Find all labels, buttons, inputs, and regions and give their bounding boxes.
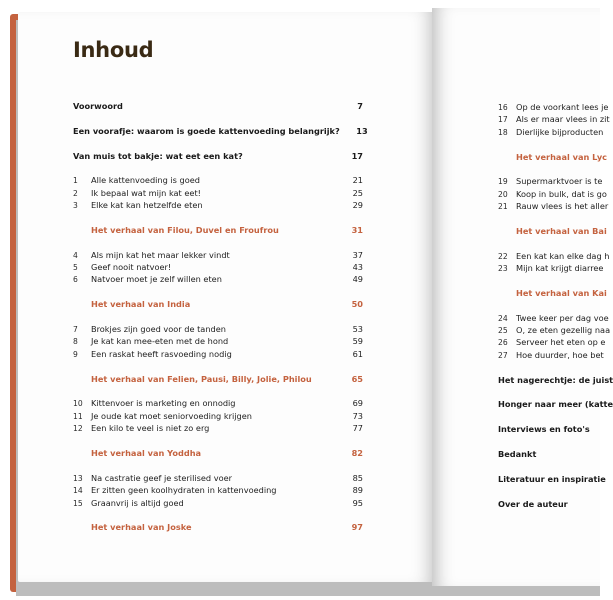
toc-heading-entry bbox=[498, 448, 608, 460]
toc-entry-title: Als er maar vlees in zit bbox=[516, 114, 610, 125]
toc-chapter-number: 19 bbox=[498, 177, 508, 187]
toc-story-entry bbox=[73, 521, 363, 533]
toc-page-number: 43 bbox=[352, 262, 363, 273]
toc-heading-entry bbox=[498, 498, 608, 510]
toc-chapter-number: 2 bbox=[73, 188, 78, 198]
toc-entry-title: Interviews en foto's bbox=[498, 424, 590, 435]
toc-chapter-entry bbox=[73, 472, 363, 484]
toc-story-entry bbox=[498, 151, 608, 163]
toc-spacer bbox=[73, 236, 363, 248]
toc-entry-title: Alle kattenvoeding is goed bbox=[91, 175, 200, 186]
toc-entry-title: Over de auteur bbox=[498, 498, 568, 509]
toc-chapter-number: 14 bbox=[73, 486, 83, 496]
toc-entry-title: Ik bepaal wat mijn kat eet! bbox=[91, 187, 201, 198]
toc-entry-title: Een kilo te veel is niet zo erg bbox=[91, 423, 210, 434]
toc-chapter-number: 6 bbox=[73, 275, 78, 285]
toc-chapter-entry bbox=[73, 484, 363, 496]
toc-entry-title: O, ze eten gezellig naa bbox=[516, 325, 611, 336]
toc-entry-title: Natvoer moet je zelf willen eten bbox=[91, 274, 222, 285]
toc-chapter-entry bbox=[73, 174, 363, 186]
toc-chapter-number: 7 bbox=[73, 325, 78, 335]
toc-page-number: 73 bbox=[352, 410, 363, 421]
toc-entry-title: Het verhaal van Yoddha bbox=[91, 447, 202, 458]
toc-chapter-entry bbox=[73, 497, 363, 509]
toc-chapter-entry bbox=[73, 249, 363, 261]
toc-entry-title: Het verhaal van Felien, Pausi, Billy, Jolie, Philou bbox=[91, 373, 312, 384]
toc-spacer bbox=[498, 299, 608, 311]
toc-story-entry bbox=[498, 225, 608, 237]
toc-chapter-number: 21 bbox=[498, 202, 508, 212]
toc-entry-title: Dierlijke bijproducten bbox=[516, 126, 604, 137]
toc-entry-title: Het nagerechtje: de juist bbox=[498, 374, 613, 385]
toc-page-number: 21 bbox=[352, 175, 363, 186]
toc-spacer bbox=[498, 213, 608, 225]
toc-chapter-entry bbox=[73, 335, 363, 347]
toc-story-entry bbox=[73, 447, 363, 459]
page-title: Inhoud bbox=[73, 38, 154, 62]
toc-chapter-entry bbox=[498, 101, 608, 113]
toc-entry-title: Als mijn kat het maar lekker vindt bbox=[91, 249, 230, 260]
toc-spacer bbox=[498, 274, 608, 286]
toc-page-number: 29 bbox=[352, 200, 363, 211]
toc-chapter-number: 9 bbox=[73, 349, 78, 359]
toc-page-number: 59 bbox=[352, 336, 363, 347]
toc-chapter-entry bbox=[73, 323, 363, 335]
toc-heading-entry bbox=[498, 473, 608, 485]
toc-page-number: 95 bbox=[352, 497, 363, 508]
toc-entry-title: Supermarktvoer is te bbox=[516, 176, 603, 187]
toc-heading-entry bbox=[73, 125, 368, 137]
toc-story-entry bbox=[498, 287, 608, 299]
toc-chapter-entry bbox=[73, 410, 363, 422]
toc-spacer bbox=[498, 436, 608, 448]
toc-spacer bbox=[73, 112, 363, 124]
toc-entry-title: Het verhaal van Kai bbox=[516, 287, 607, 298]
toc-entry-title: Van muis tot bakje: wat eet een kat? bbox=[73, 150, 243, 161]
toc-chapter-number: 20 bbox=[498, 189, 508, 199]
toc-chapter-number: 1 bbox=[73, 176, 78, 186]
toc-chapter-number: 5 bbox=[73, 263, 78, 273]
toc-spacer bbox=[73, 212, 363, 224]
toc-page-number: 85 bbox=[352, 472, 363, 483]
toc-entry-title: Graanvrij is altijd goed bbox=[91, 497, 184, 508]
toc-chapter-number: 22 bbox=[498, 251, 508, 261]
toc-entry-title: Het verhaal van India bbox=[91, 299, 191, 310]
toc-heading-entry bbox=[498, 423, 608, 435]
toc-chapter-entry bbox=[498, 324, 611, 336]
toc-right-column bbox=[498, 101, 613, 510]
toc-chapter-number: 16 bbox=[498, 103, 508, 112]
toc-entry-title: Brokjes zijn goed voor de tanden bbox=[91, 324, 226, 335]
toc-entry-title: Er zitten geen koolhydraten in kattenvoeding bbox=[91, 485, 277, 496]
toc-entry-title: Mijn kat krijgt diarree bbox=[516, 263, 604, 274]
toc-spacer bbox=[73, 459, 363, 471]
toc-chapter-entry bbox=[498, 126, 608, 138]
toc-chapter-entry bbox=[498, 188, 608, 200]
toc-page-number: 50 bbox=[351, 299, 363, 310]
toc-heading-entry bbox=[498, 398, 613, 410]
toc-chapter-number: 18 bbox=[498, 127, 508, 137]
toc-entry-title: Het verhaal van Lyc bbox=[516, 151, 608, 162]
toc-page-number: 97 bbox=[351, 522, 363, 533]
toc-chapter-entry bbox=[73, 199, 363, 211]
toc-story-entry bbox=[73, 298, 363, 310]
toc-chapter-entry bbox=[73, 187, 363, 199]
toc-spacer bbox=[498, 485, 608, 497]
toc-chapter-entry bbox=[73, 397, 363, 409]
toc-entry-title: Na castratie geef je sterilised voer bbox=[91, 472, 232, 483]
toc-entry-title: Bedankt bbox=[498, 448, 537, 459]
toc-spacer bbox=[498, 460, 608, 472]
toc-entry-title: Voorwoord bbox=[73, 101, 123, 111]
toc-entry-title: Hoe duurder, hoe bet bbox=[516, 349, 604, 360]
toc-chapter-entry bbox=[73, 273, 363, 285]
toc-chapter-entry bbox=[498, 336, 608, 348]
toc-chapter-entry bbox=[73, 261, 363, 273]
toc-heading-entry bbox=[498, 374, 613, 386]
toc-spacer bbox=[73, 385, 363, 397]
toc-page-number: 77 bbox=[352, 423, 363, 434]
toc-chapter-number: 10 bbox=[73, 399, 83, 409]
toc-entry-title: Het verhaal van Joske bbox=[91, 522, 192, 533]
toc-entry-title: Je oude kat moet seniorvoeding krijgen bbox=[91, 410, 252, 421]
toc-chapter-number: 12 bbox=[73, 424, 83, 434]
toc-entry-title: Literatuur en inspiratie bbox=[498, 473, 606, 484]
toc-chapter-number: 3 bbox=[73, 201, 78, 211]
toc-chapter-entry bbox=[498, 262, 608, 274]
toc-chapter-entry bbox=[498, 200, 608, 212]
toc-page-number: 7 bbox=[357, 101, 363, 111]
toc-page-number: 53 bbox=[352, 324, 363, 335]
toc-spacer bbox=[498, 361, 608, 373]
toc-chapter-entry bbox=[498, 312, 608, 324]
toc-page-number: 17 bbox=[351, 150, 363, 161]
toc-entry-title: Elke kat kan hetzelfde eten bbox=[91, 200, 203, 211]
toc-page-number: 25 bbox=[352, 187, 363, 198]
toc-spacer bbox=[498, 411, 608, 423]
toc-page-number: 13 bbox=[356, 125, 368, 136]
toc-spacer bbox=[73, 162, 363, 174]
toc-chapter-entry bbox=[73, 348, 363, 360]
toc-page-number: 31 bbox=[351, 224, 363, 235]
toc-entry-title: Twee keer per dag voe bbox=[516, 312, 609, 323]
toc-spacer bbox=[73, 509, 363, 521]
toc-chapter-number: 13 bbox=[73, 473, 83, 483]
toc-chapter-number: 26 bbox=[498, 338, 508, 348]
toc-page-number: 82 bbox=[351, 447, 363, 458]
toc-spacer bbox=[498, 138, 608, 150]
toc-story-entry bbox=[73, 224, 363, 236]
toc-chapter-entry bbox=[498, 175, 608, 187]
toc-entry-title: Op de voorkant lees je bbox=[516, 102, 609, 112]
toc-entry-title: Je kat kan mee-eten met de hond bbox=[91, 336, 229, 347]
toc-spacer bbox=[498, 163, 608, 175]
toc-chapter-number: 27 bbox=[498, 350, 508, 360]
toc-left-column bbox=[73, 100, 368, 534]
toc-entry-title: Rauw vlees is het aller bbox=[516, 201, 609, 212]
toc-spacer bbox=[73, 311, 363, 323]
toc-chapter-number: 24 bbox=[498, 313, 508, 323]
toc-chapter-entry bbox=[498, 349, 608, 361]
toc-entry-title: Een raskat heeft rasvoeding nodig bbox=[91, 348, 232, 359]
toc-chapter-entry bbox=[498, 113, 608, 125]
toc-entry-title: Koop in bulk, dat is go bbox=[516, 188, 607, 199]
toc-spacer bbox=[498, 237, 608, 249]
toc-page-number: 37 bbox=[352, 249, 363, 260]
toc-spacer bbox=[73, 435, 363, 447]
toc-entry-title: Honger naar meer (katte bbox=[498, 399, 613, 410]
toc-entry-title: Het verhaal van Filou, Duvel en Froufrou bbox=[91, 224, 279, 235]
toc-page-number: 69 bbox=[352, 398, 363, 409]
toc-chapter-entry bbox=[73, 422, 363, 434]
toc-spacer bbox=[498, 386, 608, 398]
toc-chapter-number: 11 bbox=[73, 411, 83, 421]
toc-chapter-number: 8 bbox=[73, 337, 78, 347]
toc-page-number: 65 bbox=[351, 373, 363, 384]
toc-page-number: 61 bbox=[352, 348, 363, 359]
toc-entry-title: Een voorafje: waarom is goede kattenvoeding belangrijk? bbox=[73, 125, 340, 136]
toc-spacer bbox=[73, 286, 363, 298]
toc-entry-title: Het verhaal van Bai bbox=[516, 225, 607, 236]
toc-chapter-number: 23 bbox=[498, 264, 508, 274]
toc-heading-entry bbox=[73, 150, 363, 162]
toc-chapter-number: 17 bbox=[498, 115, 508, 125]
toc-entry-title: Een kat kan elke dag h bbox=[516, 250, 610, 261]
toc-spacer bbox=[73, 360, 363, 372]
toc-spacer bbox=[73, 137, 363, 149]
toc-chapter-number: 25 bbox=[498, 326, 508, 336]
toc-page-number: 49 bbox=[352, 274, 363, 285]
toc-entry-title: Geef nooit natvoer! bbox=[91, 262, 172, 273]
toc-heading-entry bbox=[73, 100, 363, 112]
toc-chapter-number: 15 bbox=[73, 498, 83, 508]
toc-page-number: 89 bbox=[352, 485, 363, 496]
toc-chapter-entry bbox=[498, 250, 608, 262]
toc-chapter-number: 4 bbox=[73, 250, 78, 260]
toc-entry-title: Kittenvoer is marketing en onnodig bbox=[91, 398, 236, 409]
toc-entry-title: Serveer het eten op e bbox=[516, 337, 606, 348]
toc-story-entry bbox=[73, 373, 363, 385]
